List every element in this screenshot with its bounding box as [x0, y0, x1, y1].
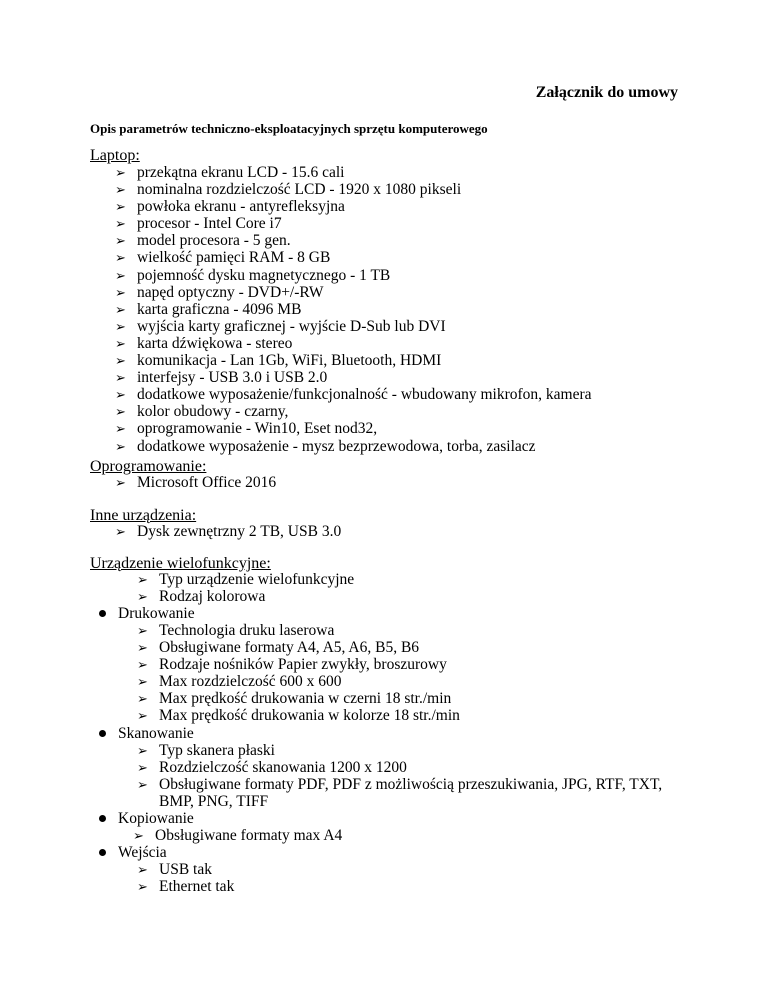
arrow-bullet-icon: ➢: [115, 421, 126, 437]
list-item: ➢ wielkość pamięci RAM - 8 GB: [115, 249, 331, 267]
group-inputs: Wejścia: [118, 844, 167, 861]
arrow-bullet-icon: ➢: [115, 199, 126, 215]
list-item: ➢ Obsługiwane formaty PDF, PDF z możliwością przeszukiwania, JPG, RTF, TXT,: [137, 776, 663, 794]
document-title: Opis parametrów techniczno-eksploatacyjnych sprzętu komputerowego: [90, 121, 488, 136]
copying-list: [133, 827, 343, 844]
arrow-bullet-icon: ➢: [115, 250, 126, 266]
bullet-dot-icon: [99, 730, 106, 737]
arrow-bullet-icon: ➢: [115, 216, 126, 232]
arrow-bullet-icon: ➢: [137, 862, 148, 877]
arrow-bullet-icon: ➢: [137, 708, 148, 724]
list-item: ➢ Technologia druku laserowa: [137, 622, 335, 639]
arrow-bullet-icon: ➢: [115, 524, 126, 539]
group-printing: Drukowanie: [118, 605, 195, 622]
list-item: ➢ napęd optyczny - DVD+/-RW: [115, 283, 324, 301]
group-copying: Kopiowanie: [118, 810, 194, 827]
list-item: ➢ Microsoft Office 2016: [115, 474, 277, 491]
arrow-bullet-icon: ➢: [137, 879, 148, 895]
arrow-bullet-icon: ➢: [137, 589, 148, 605]
arrow-bullet-icon: ➢: [137, 743, 148, 758]
list-item: ➢ Rozdzielczość skanowania 1200 x 1200: [137, 759, 407, 777]
list-item: ➢ model procesora - 5 gen.: [115, 232, 291, 250]
arrow-bullet-icon: ➢: [115, 267, 126, 283]
list-item: ➢ karta graficzna - 4096 MB: [115, 300, 302, 318]
list-item: ➢ dodatkowe wyposażenie - mysz bezprzewodowa, torba, zasilacz: [115, 437, 536, 455]
arrow-bullet-icon: ➢: [137, 623, 148, 638]
list-item: ➢ kolor obudowy - czarny,: [115, 403, 289, 421]
laptop-spec-list: [115, 164, 592, 455]
arrow-bullet-icon: ➢: [137, 572, 148, 587]
software-list: [115, 474, 277, 491]
arrow-bullet-icon: ➢: [115, 233, 126, 249]
inputs-list: [137, 861, 235, 896]
list-item: BMP, PNG, TIFF: [159, 793, 269, 811]
list-item: ➢ Max prędkość drukowania w kolorze 18 str./min: [137, 707, 460, 725]
other-devices-heading: Inne urządzenia:: [90, 507, 197, 524]
list-item: ➢ komunikacja - Lan 1Gb, WiFi, Bluetooth, HDMI: [115, 352, 442, 370]
group-scanning: Skanowanie: [118, 725, 194, 742]
arrow-bullet-icon: ➢: [137, 691, 148, 707]
arrow-bullet-icon: ➢: [137, 657, 148, 673]
list-item: ➢ Obsługiwane formaty max A4: [133, 827, 343, 844]
arrow-bullet-icon: ➢: [115, 301, 126, 317]
bullet-dot-icon: [99, 610, 106, 617]
list-item: ➢ karta dźwiękowa - stereo: [115, 334, 293, 352]
list-item: ➢ przekątna ekranu LCD - 15.6 cali: [115, 164, 345, 181]
arrow-bullet-icon: ➢: [115, 284, 126, 300]
list-item: ➢ Ethernet tak: [137, 878, 235, 896]
list-item: ➢ Typ skanera płaski: [137, 742, 275, 759]
other-devices-list: [115, 523, 342, 540]
list-item: ➢ oprogramowanie - Win10, Eset nod32,: [115, 420, 378, 438]
list-item: ➢ Rodzaj kolorowa: [137, 588, 266, 606]
arrow-bullet-icon: ➢: [137, 777, 148, 793]
software-heading: Oprogramowanie:: [90, 458, 207, 475]
laptop-heading: Laptop:: [90, 147, 140, 164]
list-item: ➢ wyjścia karty graficznej - wyjście D-Sub lub DVI: [115, 317, 446, 335]
arrow-bullet-icon: ➢: [137, 640, 148, 656]
list-item: ➢ interfejsy - USB 3.0 i USB 2.0: [115, 369, 328, 387]
arrow-bullet-icon: ➢: [115, 475, 126, 490]
arrow-bullet-icon: ➢: [115, 404, 126, 420]
arrow-bullet-icon: ➢: [115, 370, 126, 386]
printing-list: [137, 622, 460, 725]
arrow-bullet-icon: ➢: [137, 674, 148, 690]
arrow-bullet-icon: ➢: [115, 182, 126, 198]
list-item: ➢ Obsługiwane formaty A4, A5, A6, B5, B6: [137, 639, 420, 657]
list-item: ➢ Typ urządzenie wielofunkcyjne: [137, 571, 355, 588]
scanning-list: [137, 742, 663, 811]
list-item: ➢ dodatkowe wyposażenie/funkcjonalność - wbudowany mikrofon, kamera: [115, 386, 592, 404]
list-item: ➢ Max rozdzielczość 600 x 600: [137, 673, 342, 691]
list-item: ➢ Max prędkość drukowania w czerni 18 str./min: [137, 690, 452, 708]
bullet-dot-icon: [99, 815, 106, 822]
arrow-bullet-icon: ➢: [115, 353, 126, 369]
arrow-bullet-icon: ➢: [133, 828, 144, 843]
arrow-bullet-icon: ➢: [115, 318, 126, 334]
list-item: ➢ nominalna rozdzielczość LCD - 1920 x 1080 pikseli: [115, 181, 462, 199]
list-item: ➢ Rodzaje nośników Papier zwykły, broszurowy: [137, 656, 447, 674]
arrow-bullet-icon: ➢: [115, 438, 126, 454]
list-item: ➢ Dysk zewnętrzny 2 TB, USB 3.0: [115, 523, 342, 540]
mfp-heading: Urządzenie wielofunkcyjne:: [90, 555, 271, 572]
arrow-bullet-icon: ➢: [115, 387, 126, 403]
bullet-dot-icon: [99, 849, 106, 856]
arrow-bullet-icon: ➢: [137, 760, 148, 776]
arrow-bullet-icon: ➢: [115, 335, 126, 351]
mfp-intro-list: [137, 571, 355, 606]
arrow-bullet-icon: ➢: [115, 165, 126, 180]
list-item: ➢ procesor - Intel Core i7: [115, 215, 282, 233]
annex-title: Załącznik do umowy: [535, 84, 678, 101]
list-item: ➢ powłoka ekranu - antyrefleksyjna: [115, 198, 345, 216]
list-item: ➢ pojemność dysku magnetycznego - 1 TB: [115, 266, 391, 284]
list-item: ➢ USB tak: [137, 861, 212, 878]
